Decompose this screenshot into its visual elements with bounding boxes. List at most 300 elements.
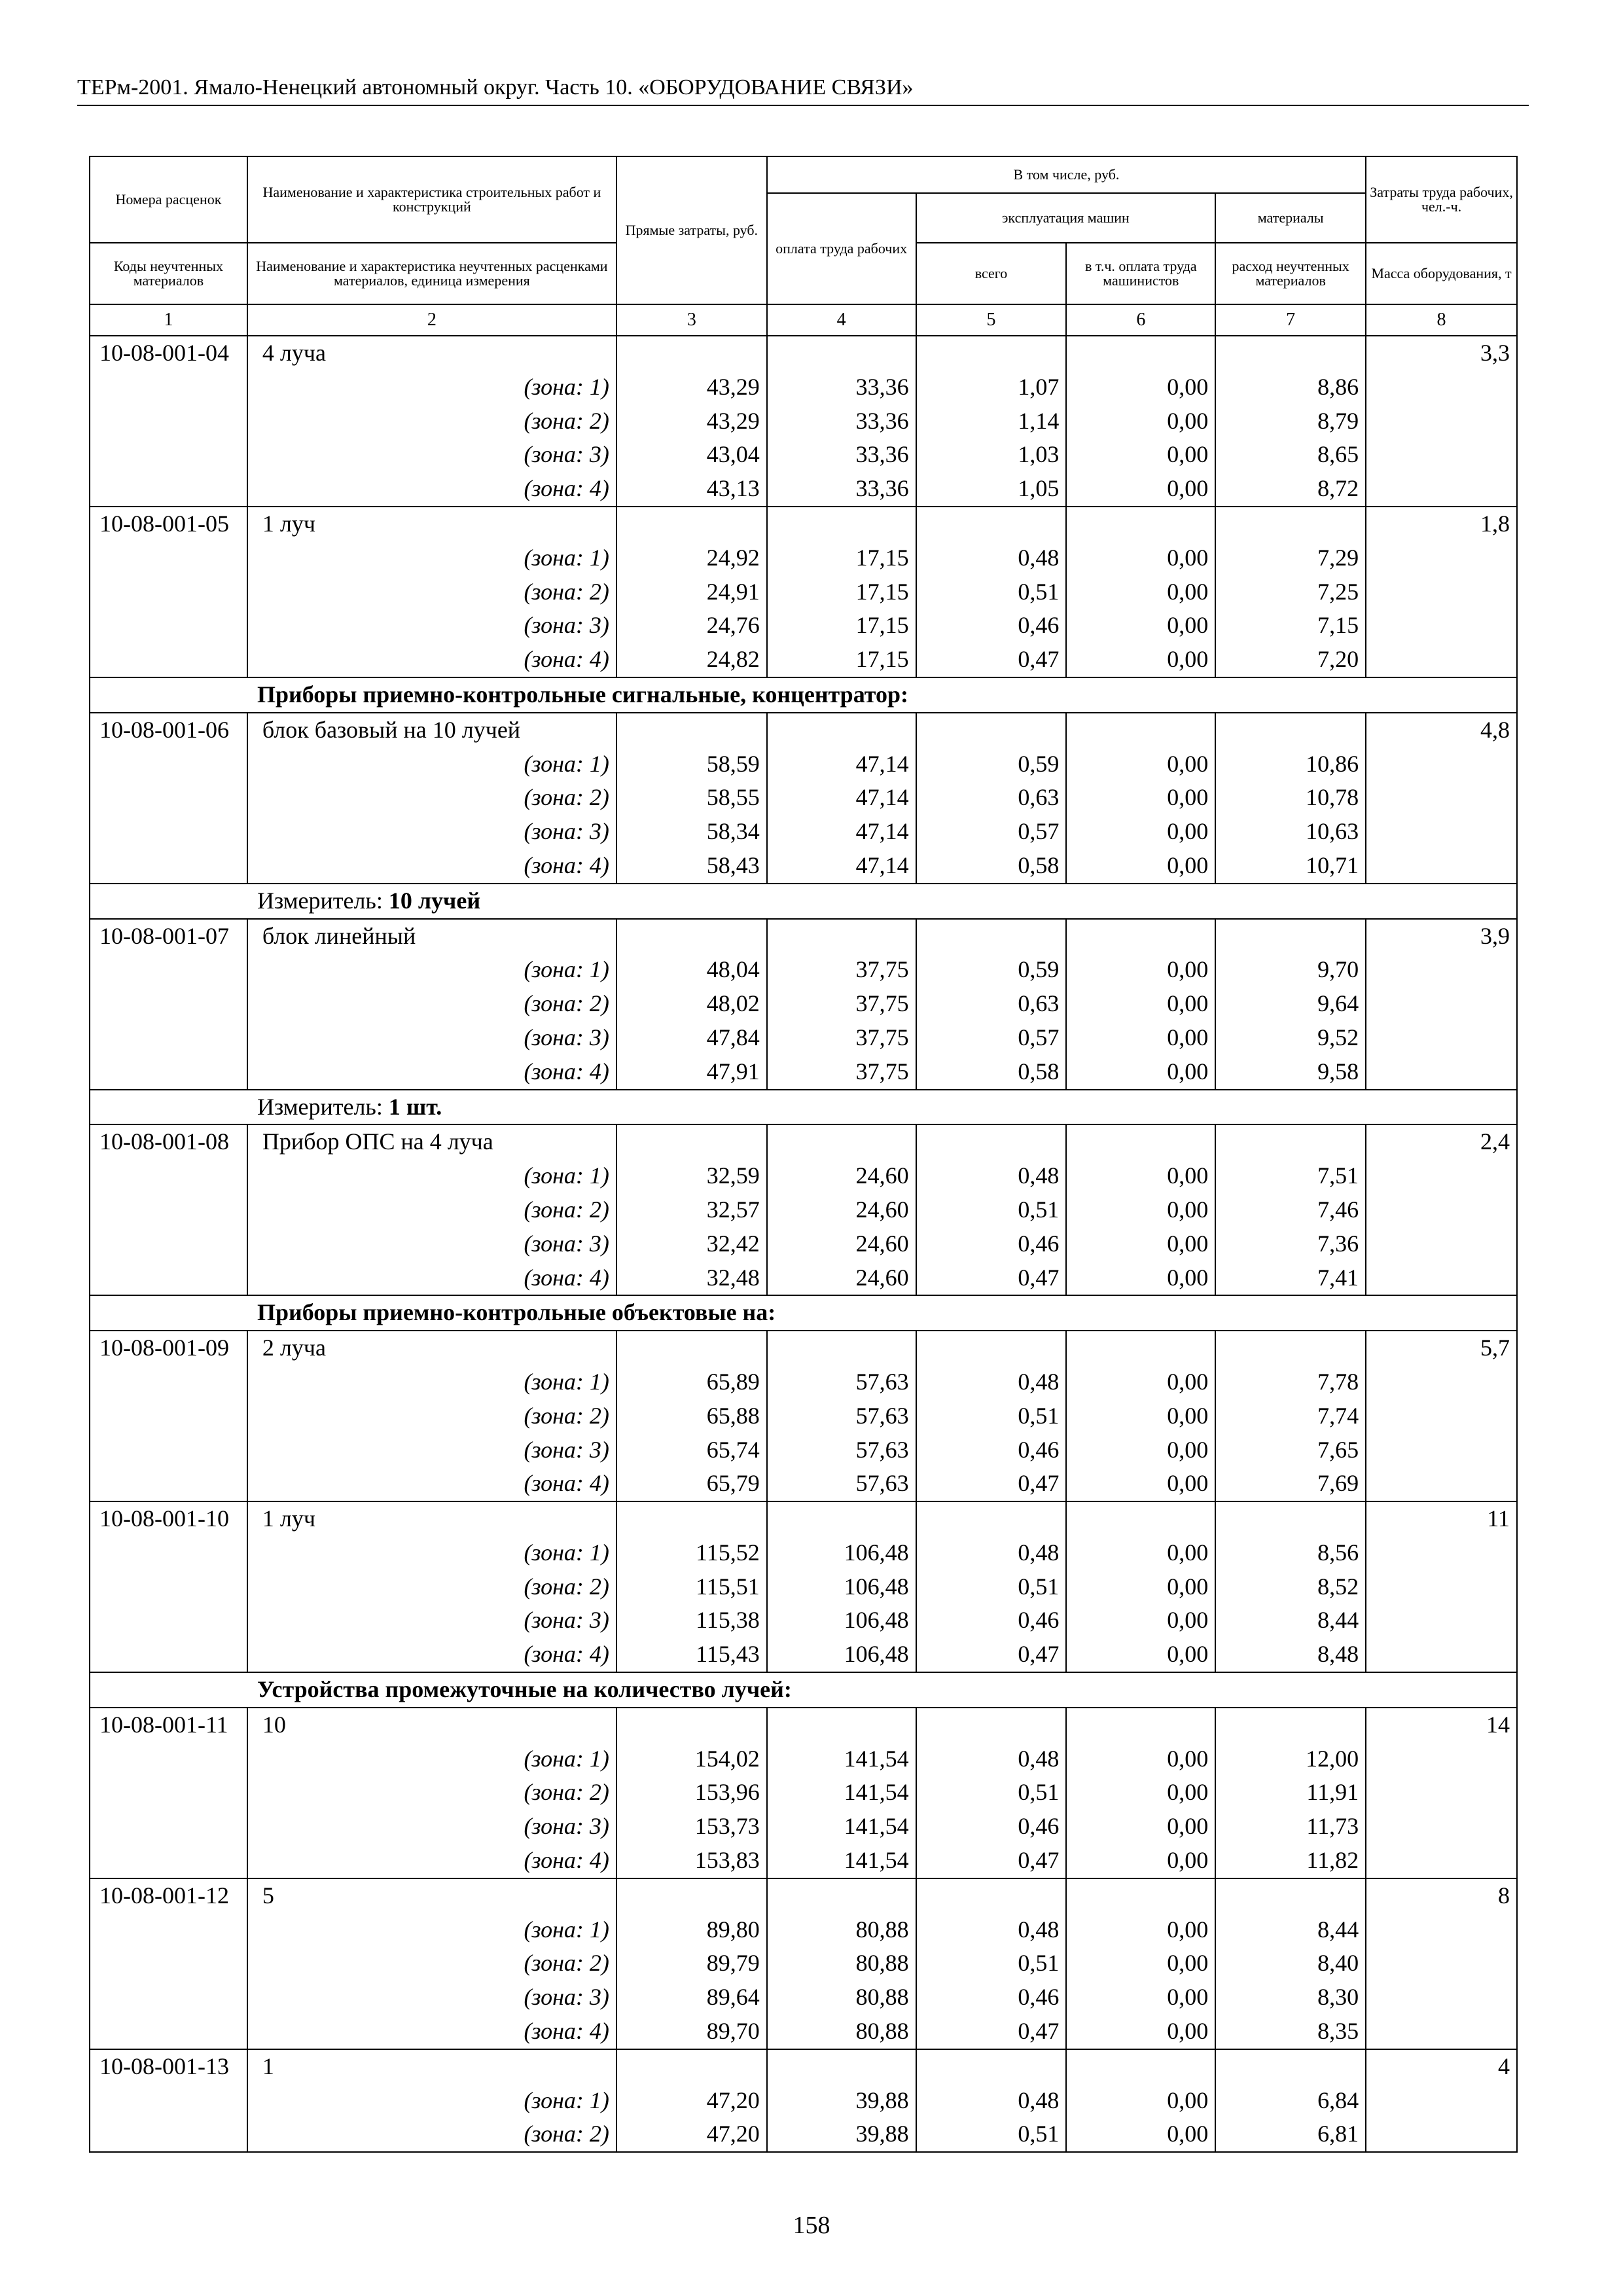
empty-cell: [616, 1331, 767, 1365]
machine-total: 0,48: [916, 1365, 1067, 1399]
empty-cell: [90, 1021, 247, 1055]
machinist-wage: 0,00: [1066, 1946, 1215, 1981]
direct-cost: 115,38: [616, 1604, 767, 1638]
zone-row: [90, 1433, 1517, 1467]
empty-cell: [90, 815, 247, 849]
labor-cost: 1,8: [1366, 507, 1517, 541]
direct-cost: 89,79: [616, 1946, 767, 1981]
direct-cost: 153,83: [616, 1844, 767, 1878]
rate-row: [90, 1708, 1517, 1742]
empty-cell: [1366, 609, 1517, 643]
empty-cell: [767, 1708, 916, 1742]
empty-cell: [90, 1742, 247, 1776]
worker-wage: 106,48: [767, 1536, 916, 1570]
materials-cost: 11,91: [1215, 1776, 1366, 1810]
materials-cost: 9,64: [1215, 987, 1366, 1021]
machinist-wage: 0,00: [1066, 849, 1215, 884]
machinist-wage: 0,00: [1066, 815, 1215, 849]
empty-cell: [1366, 1536, 1517, 1570]
direct-cost: 48,04: [616, 953, 767, 987]
machinist-wage: 0,00: [1066, 953, 1215, 987]
machinist-wage: 0,00: [1066, 1742, 1215, 1776]
materials-cost: 8,30: [1215, 1981, 1366, 2015]
direct-cost: 58,34: [616, 815, 767, 849]
empty-cell: [767, 713, 916, 747]
zone-label: (зона: 1): [247, 747, 616, 781]
empty-cell: [1366, 1913, 1517, 1947]
section-heading: Приборы приемно-контрольные сигнальные, концентратор:: [90, 677, 1517, 713]
materials-cost: 12,00: [1215, 1742, 1366, 1776]
empty-cell: [1066, 507, 1215, 541]
empty-cell: [1366, 953, 1517, 987]
empty-cell: [1066, 919, 1215, 954]
worker-wage: 37,75: [767, 1055, 916, 1090]
machine-total: 0,51: [916, 2117, 1067, 2152]
direct-cost: 24,76: [616, 609, 767, 643]
empty-cell: [767, 1124, 916, 1159]
labor-cost: 3,9: [1366, 919, 1517, 954]
machinist-wage: 0,00: [1066, 472, 1215, 507]
zone-row: [90, 472, 1517, 507]
machinist-wage: 0,00: [1066, 1604, 1215, 1638]
rate-name: 1: [247, 2049, 616, 2084]
empty-cell: [90, 987, 247, 1021]
worker-wage: 33,36: [767, 404, 916, 439]
zone-row: [90, 1467, 1517, 1501]
empty-cell: [1215, 1331, 1366, 1365]
column-number: 3: [616, 304, 767, 336]
worker-wage: 57,63: [767, 1433, 916, 1467]
rates-table: [89, 156, 1518, 2153]
empty-cell: [616, 713, 767, 747]
empty-cell: [1366, 1742, 1517, 1776]
empty-cell: [1066, 1124, 1215, 1159]
materials-cost: 7,20: [1215, 643, 1366, 677]
header-materials: материалы: [1215, 193, 1366, 243]
worker-wage: 47,14: [767, 747, 916, 781]
machine-total: 0,51: [916, 1193, 1067, 1227]
zone-label: (зона: 3): [247, 609, 616, 643]
materials-cost: 8,72: [1215, 472, 1366, 507]
rate-name: блок базовый на 10 лучей: [247, 713, 616, 747]
zone-label: (зона: 3): [247, 1810, 616, 1844]
rate-name: 2 луча: [247, 1331, 616, 1365]
empty-cell: [1366, 1946, 1517, 1981]
header-machine-operation: эксплуатация машин: [916, 193, 1216, 243]
direct-cost: 58,59: [616, 747, 767, 781]
direct-cost: 43,29: [616, 370, 767, 404]
zone-row: [90, 1193, 1517, 1227]
empty-cell: [90, 1159, 247, 1193]
empty-cell: [90, 609, 247, 643]
empty-cell: [1215, 919, 1366, 954]
machine-total: 0,48: [916, 1159, 1067, 1193]
direct-cost: 65,79: [616, 1467, 767, 1501]
zone-row: [90, 1227, 1517, 1261]
direct-cost: 24,91: [616, 575, 767, 609]
empty-cell: [1366, 849, 1517, 884]
labor-cost: 5,7: [1366, 1331, 1517, 1365]
machinist-wage: 0,00: [1066, 1261, 1215, 1296]
zone-label: (зона: 2): [247, 404, 616, 439]
empty-cell: [616, 919, 767, 954]
empty-cell: [1366, 1844, 1517, 1878]
empty-cell: [90, 1227, 247, 1261]
materials-cost: 7,36: [1215, 1227, 1366, 1261]
machinist-wage: 0,00: [1066, 1365, 1215, 1399]
materials-cost: 8,44: [1215, 1604, 1366, 1638]
empty-cell: [1215, 336, 1366, 370]
machine-total: 0,51: [916, 575, 1067, 609]
worker-wage: 37,75: [767, 1021, 916, 1055]
direct-cost: 32,57: [616, 1193, 767, 1227]
labor-cost: 4,8: [1366, 713, 1517, 747]
worker-wage: 80,88: [767, 1913, 916, 1947]
zone-label: (зона: 4): [247, 643, 616, 677]
worker-wage: 17,15: [767, 643, 916, 677]
header-machine-total: всего: [916, 243, 1067, 304]
machinist-wage: 0,00: [1066, 1227, 1215, 1261]
worker-wage: 24,60: [767, 1193, 916, 1227]
empty-cell: [1066, 1501, 1215, 1536]
machine-total: 0,47: [916, 1844, 1067, 1878]
materials-cost: 7,51: [1215, 1159, 1366, 1193]
machine-total: 0,63: [916, 781, 1067, 815]
direct-cost: 47,20: [616, 2117, 767, 2152]
direct-cost: 32,59: [616, 1159, 767, 1193]
machine-total: 0,46: [916, 1433, 1067, 1467]
direct-cost: 32,42: [616, 1227, 767, 1261]
zone-label: (зона: 1): [247, 1742, 616, 1776]
worker-wage: 47,14: [767, 849, 916, 884]
empty-cell: [1215, 1124, 1366, 1159]
empty-cell: [1366, 1227, 1517, 1261]
materials-cost: 7,74: [1215, 1399, 1366, 1433]
labor-cost: 3,3: [1366, 336, 1517, 370]
zone-label: (зона: 3): [247, 1227, 616, 1261]
direct-cost: 58,43: [616, 849, 767, 884]
rate-row: [90, 713, 1517, 747]
empty-cell: [1366, 987, 1517, 1021]
empty-cell: [90, 953, 247, 987]
rate-row: [90, 336, 1517, 370]
machinist-wage: 0,00: [1066, 1570, 1215, 1604]
materials-cost: 7,25: [1215, 575, 1366, 609]
zone-row: [90, 953, 1517, 987]
empty-cell: [90, 370, 247, 404]
worker-wage: 47,14: [767, 815, 916, 849]
zone-label: (зона: 2): [247, 781, 616, 815]
header-labor-costs: Затраты труда рабочих, чел.-ч.: [1366, 156, 1517, 243]
zone-row: [90, 438, 1517, 472]
direct-cost: 115,52: [616, 1536, 767, 1570]
empty-cell: [90, 1365, 247, 1399]
zone-label: (зона: 2): [247, 2117, 616, 2152]
empty-cell: [90, 1946, 247, 1981]
section-heading-row: [90, 1672, 1517, 1708]
materials-cost: 10,63: [1215, 815, 1366, 849]
worker-wage: 37,75: [767, 987, 916, 1021]
empty-cell: [90, 575, 247, 609]
zone-label: (зона: 1): [247, 1536, 616, 1570]
machine-total: 0,47: [916, 643, 1067, 677]
header-material-name: Наименование и характеристика неучтенных расценками материалов, единица измерения: [247, 243, 616, 304]
empty-cell: [90, 1810, 247, 1844]
worker-wage: 24,60: [767, 1227, 916, 1261]
materials-cost: 8,35: [1215, 2015, 1366, 2049]
rate-row: [90, 1331, 1517, 1365]
zone-label: (зона: 2): [247, 1776, 616, 1810]
empty-cell: [1366, 1261, 1517, 1296]
machinist-wage: 0,00: [1066, 747, 1215, 781]
rate-row: [90, 1124, 1517, 1159]
materials-cost: 7,46: [1215, 1193, 1366, 1227]
zone-row: [90, 1810, 1517, 1844]
rate-name: 4 луча: [247, 336, 616, 370]
measure-label: Измеритель:: [257, 1093, 389, 1120]
empty-cell: [1366, 1399, 1517, 1433]
machine-total: 0,51: [916, 1399, 1067, 1433]
machine-total: 1,05: [916, 472, 1067, 507]
zone-row: [90, 1055, 1517, 1090]
empty-cell: [90, 2084, 247, 2118]
machinist-wage: 0,00: [1066, 1776, 1215, 1810]
materials-cost: 11,73: [1215, 1810, 1366, 1844]
zone-row: [90, 1365, 1517, 1399]
empty-cell: [916, 1124, 1067, 1159]
machinist-wage: 0,00: [1066, 1021, 1215, 1055]
empty-cell: [90, 1638, 247, 1672]
zone-row: [90, 815, 1517, 849]
zone-row: [90, 404, 1517, 439]
machinist-wage: 0,00: [1066, 1981, 1215, 2015]
zone-row: [90, 1604, 1517, 1638]
zone-label: (зона: 2): [247, 987, 616, 1021]
materials-cost: 8,65: [1215, 438, 1366, 472]
empty-cell: [916, 1501, 1067, 1536]
empty-cell: [1066, 2049, 1215, 2084]
machinist-wage: 0,00: [1066, 1536, 1215, 1570]
machinist-wage: 0,00: [1066, 1055, 1215, 1090]
header-equipment-mass: Масса оборудования, т: [1366, 243, 1517, 304]
machinist-wage: 0,00: [1066, 1844, 1215, 1878]
empty-cell: [1366, 2084, 1517, 2118]
zone-label: (зона: 3): [247, 1981, 616, 2015]
empty-cell: [1366, 1810, 1517, 1844]
materials-cost: 8,52: [1215, 1570, 1366, 1604]
zone-label: (зона: 4): [247, 1055, 616, 1090]
empty-cell: [1066, 1331, 1215, 1365]
direct-cost: 24,92: [616, 541, 767, 575]
empty-cell: [1366, 643, 1517, 677]
materials-cost: 8,86: [1215, 370, 1366, 404]
measure-label: Измеритель:: [257, 887, 389, 914]
machine-total: 0,48: [916, 541, 1067, 575]
direct-cost: 89,80: [616, 1913, 767, 1947]
zone-label: (зона: 4): [247, 1261, 616, 1296]
labor-cost: 14: [1366, 1708, 1517, 1742]
machinist-wage: 0,00: [1066, 1193, 1215, 1227]
worker-wage: 106,48: [767, 1638, 916, 1672]
header-unaccounted-materials: расход неучтенных материалов: [1215, 243, 1366, 304]
empty-cell: [1366, 1365, 1517, 1399]
zone-label: (зона: 1): [247, 1159, 616, 1193]
zone-row: [90, 781, 1517, 815]
machine-total: 1,03: [916, 438, 1067, 472]
worker-wage: 47,14: [767, 781, 916, 815]
zone-row: [90, 1536, 1517, 1570]
worker-wage: 17,15: [767, 541, 916, 575]
empty-cell: [916, 713, 1067, 747]
machinist-wage: 0,00: [1066, 1159, 1215, 1193]
worker-wage: 24,60: [767, 1159, 916, 1193]
machinist-wage: 0,00: [1066, 987, 1215, 1021]
worker-wage: 57,63: [767, 1467, 916, 1501]
table-header: [90, 156, 1517, 336]
measure-row: [90, 884, 1517, 919]
zone-row: [90, 575, 1517, 609]
header-worker-wage: оплата труда рабочих: [767, 193, 916, 304]
materials-cost: 10,86: [1215, 747, 1366, 781]
empty-cell: [90, 438, 247, 472]
empty-cell: [916, 1878, 1067, 1913]
rate-row: [90, 2049, 1517, 2084]
zone-label: (зона: 4): [247, 1844, 616, 1878]
empty-cell: [1066, 1878, 1215, 1913]
zone-label: (зона: 4): [247, 2015, 616, 2049]
section-heading-row: [90, 1295, 1517, 1331]
worker-wage: 57,63: [767, 1399, 916, 1433]
worker-wage: 33,36: [767, 438, 916, 472]
materials-cost: 8,48: [1215, 1638, 1366, 1672]
zone-label: (зона: 3): [247, 1021, 616, 1055]
rate-name: 1 луч: [247, 507, 616, 541]
machine-total: 0,46: [916, 1981, 1067, 2015]
header-machinist-wage: в т.ч. оплата труда машинистов: [1066, 243, 1215, 304]
zone-row: [90, 1261, 1517, 1296]
worker-wage: 141,54: [767, 1776, 916, 1810]
rate-name: 10: [247, 1708, 616, 1742]
machinist-wage: 0,00: [1066, 1913, 1215, 1947]
empty-cell: [1366, 1604, 1517, 1638]
materials-cost: 7,29: [1215, 541, 1366, 575]
column-number: 5: [916, 304, 1067, 336]
direct-cost: 32,48: [616, 1261, 767, 1296]
zone-label: (зона: 3): [247, 1604, 616, 1638]
empty-cell: [1366, 370, 1517, 404]
empty-cell: [616, 1708, 767, 1742]
zone-row: [90, 1638, 1517, 1672]
measure-unit: [90, 1090, 1517, 1125]
empty-cell: [1366, 541, 1517, 575]
worker-wage: 106,48: [767, 1570, 916, 1604]
materials-cost: 10,78: [1215, 781, 1366, 815]
zone-row: [90, 1981, 1517, 2015]
materials-cost: 8,44: [1215, 1913, 1366, 1947]
zone-label: (зона: 1): [247, 370, 616, 404]
rate-row: [90, 1501, 1517, 1536]
worker-wage: 24,60: [767, 1261, 916, 1296]
empty-cell: [1366, 1055, 1517, 1090]
zone-row: [90, 1159, 1517, 1193]
empty-cell: [1066, 336, 1215, 370]
rate-code: 10-08-001-13: [90, 2049, 247, 2084]
empty-cell: [1366, 781, 1517, 815]
empty-cell: [1366, 438, 1517, 472]
rate-code: 10-08-001-12: [90, 1878, 247, 1913]
empty-cell: [90, 1776, 247, 1810]
direct-cost: 24,82: [616, 643, 767, 677]
machine-total: 0,48: [916, 1913, 1067, 1947]
empty-cell: [616, 1501, 767, 1536]
direct-cost: 58,55: [616, 781, 767, 815]
labor-cost: 11: [1366, 1501, 1517, 1536]
rate-name: 1 луч: [247, 1501, 616, 1536]
materials-cost: 9,70: [1215, 953, 1366, 987]
empty-cell: [90, 781, 247, 815]
empty-cell: [90, 1467, 247, 1501]
worker-wage: 57,63: [767, 1365, 916, 1399]
empty-cell: [1215, 2049, 1366, 2084]
section-heading: Приборы приемно-контрольные объектовые на:: [90, 1295, 1517, 1331]
worker-wage: 80,88: [767, 2015, 916, 2049]
machinist-wage: 0,00: [1066, 2084, 1215, 2118]
materials-cost: 8,40: [1215, 1946, 1366, 1981]
empty-cell: [1366, 1776, 1517, 1810]
machinist-wage: 0,00: [1066, 404, 1215, 439]
zone-label: (зона: 4): [247, 1638, 616, 1672]
direct-cost: 115,51: [616, 1570, 767, 1604]
zone-row: [90, 987, 1517, 1021]
empty-cell: [90, 404, 247, 439]
table-body: [90, 336, 1517, 2152]
zone-label: (зона: 2): [247, 1399, 616, 1433]
rate-code: 10-08-001-06: [90, 713, 247, 747]
zone-row: [90, 1742, 1517, 1776]
empty-cell: [1215, 713, 1366, 747]
zone-label: (зона: 4): [247, 849, 616, 884]
machine-total: 0,59: [916, 953, 1067, 987]
machine-total: 0,51: [916, 1946, 1067, 1981]
header-including: В том числе, руб.: [767, 156, 1366, 193]
zone-row: [90, 2117, 1517, 2152]
direct-cost: 65,89: [616, 1365, 767, 1399]
worker-wage: 141,54: [767, 1810, 916, 1844]
rate-row: [90, 919, 1517, 954]
direct-cost: 43,04: [616, 438, 767, 472]
worker-wage: 141,54: [767, 1844, 916, 1878]
materials-cost: 10,71: [1215, 849, 1366, 884]
header-work-name: Наименование и характеристика строительных работ и конструкций: [247, 156, 616, 243]
worker-wage: 80,88: [767, 1981, 916, 2015]
empty-cell: [90, 1844, 247, 1878]
empty-cell: [1366, 1467, 1517, 1501]
machine-total: 0,47: [916, 2015, 1067, 2049]
zone-row: [90, 370, 1517, 404]
machinist-wage: 0,00: [1066, 541, 1215, 575]
empty-cell: [616, 336, 767, 370]
rate-code: 10-08-001-11: [90, 1708, 247, 1742]
zone-label: (зона: 3): [247, 1433, 616, 1467]
zone-label: (зона: 3): [247, 438, 616, 472]
empty-cell: [1215, 507, 1366, 541]
empty-cell: [1366, 1193, 1517, 1227]
empty-cell: [767, 1501, 916, 1536]
machine-total: 0,47: [916, 1638, 1067, 1672]
rate-name: блок линейный: [247, 919, 616, 954]
empty-cell: [1366, 747, 1517, 781]
empty-cell: [616, 2049, 767, 2084]
